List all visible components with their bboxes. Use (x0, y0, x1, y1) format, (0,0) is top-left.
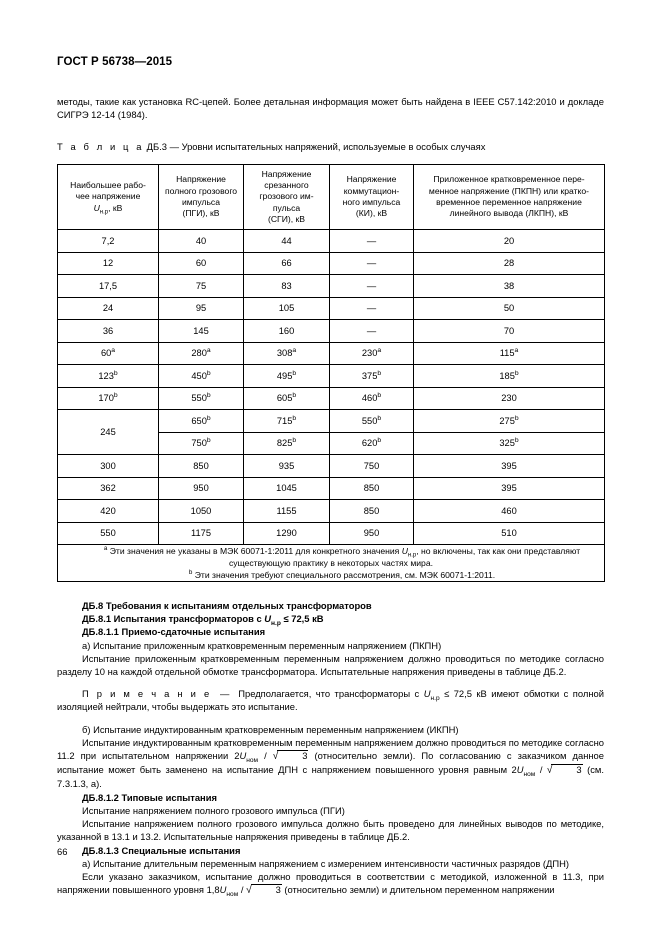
note-var: U (423, 688, 431, 700)
page-number: 66 (57, 846, 68, 857)
cell-switching-impulse: 750 (330, 455, 414, 478)
cell-applied-short-duration-ac: 325$^b$ (414, 432, 605, 455)
footnote-a-var-sub: н.р (407, 552, 417, 559)
sqrt-radicand-2: 3 (551, 764, 582, 774)
table-row (58, 387, 605, 410)
cell-chopped-lightning-impulse: 825$^b$ (244, 432, 330, 455)
cell-applied-short-duration-ac: 395 (414, 455, 605, 478)
hdr-line: срезанного (264, 179, 309, 190)
heading-db81-post: ≤ 72,5 кВ (280, 613, 324, 625)
cell-switching-impulse: 375$^b$ (330, 365, 414, 388)
cell-chopped-lightning-impulse: 935 (244, 455, 330, 478)
item-a-pkpn: a) Испытание приложенным кратковременным переменным напряжением (ПКПН) (82, 639, 442, 651)
table-caption-title: Уровни испытательных напряжений, используемые в особых случаях (181, 141, 486, 153)
hdr-var-sub: н.р (99, 209, 109, 216)
cell-full-lightning-impulse: 950 (159, 477, 244, 500)
hdr-line: чее напряжение (75, 191, 141, 202)
cell-switching-impulse: — (330, 252, 414, 275)
cell-applied-short-duration-ac: 395 (414, 477, 605, 500)
column-header-chopped-lightning-impulse (244, 165, 330, 230)
cell-switching-impulse: — (330, 275, 414, 298)
cell-chopped-lightning-impulse: 1045 (244, 477, 330, 500)
footnote-ref: b (514, 437, 519, 445)
heading-db81-pre: ДБ.8.1 Испытания трансформаторов с (82, 613, 265, 625)
cell-applied-short-duration-ac: 38 (414, 275, 605, 298)
hdr-line: импульса (181, 197, 221, 208)
hdr-units: , кВ (108, 202, 123, 213)
footnote-a-var: U (401, 546, 408, 557)
paragraph-pkpn: Испытание приложенным кратковременным переменным напряжением должно проводиться по методике согласно разделу 10 на каждой отдельной обмотке трансформатора. Испытательные напряжения приведены в таблице ДБ.2. (57, 652, 604, 678)
cell-chopped-lightning-impulse: 66 (244, 252, 330, 275)
footnote-ref: a (292, 347, 297, 355)
test-voltage-levels-table (57, 164, 605, 582)
table-row (58, 455, 605, 478)
cell-full-lightning-impulse: 280$^a$ (159, 342, 244, 365)
cell-full-lightning-impulse: 75 (159, 275, 244, 298)
paragraph-ikpn (57, 736, 604, 791)
hdr-line: (СГИ), кВ (267, 214, 306, 225)
column-header-applied-short-duration-ac (414, 165, 605, 230)
cell-full-lightning-impulse: 60 (159, 252, 244, 275)
para-ikpn-var: U (239, 750, 247, 762)
table-footnote-row (58, 545, 605, 582)
footnote-ref: b (377, 392, 382, 400)
table-row (58, 252, 605, 275)
cell-max-operating-voltage: 12 (58, 252, 159, 275)
item-a-dpn: a) Испытание длительным переменным напряжением с измерением интенсивности частичных разрядов (ДПН) (82, 857, 570, 869)
para-ikpn-var-sub: ном (246, 756, 259, 764)
table-row (58, 297, 605, 320)
cell-chopped-lightning-impulse: 308$^a$ (244, 342, 330, 365)
cell-full-lightning-impulse: 550$^b$ (159, 387, 244, 410)
item-b-ikpn: б) Испытание индуктированным кратковременным переменным напряжением (ИКПН) (82, 723, 459, 735)
table-row (58, 477, 605, 500)
hdr-line: Напряжение (346, 174, 397, 185)
cell-max-operating-voltage: 420 (58, 500, 159, 523)
sqrt-icon: √ (246, 885, 252, 897)
hdr-line: Напряжение (261, 168, 312, 179)
cell-chopped-lightning-impulse: 83 (244, 275, 330, 298)
paragraph-pgi: Испытание напряжением полного грозового импульса должно быть проведено для линейных выводов по методике, указанной в 13.1 и 13.2. Испытательные напряжения приведены в таблице ДБ.2. (57, 818, 604, 843)
cell-switching-impulse: 950 (330, 522, 414, 545)
heading-db81 (57, 612, 604, 628)
footnote-ref: b (206, 369, 211, 377)
cell-max-operating-voltage: 300 (58, 455, 159, 478)
table-header-row (58, 165, 605, 230)
footnote-b-marker: b (188, 569, 193, 577)
hdr-line: полного грозового (164, 185, 238, 196)
item-pgi: Испытание напряжением полного грозового импульса (ПГИ) (82, 804, 345, 816)
cell-max-operating-voltage: 17,5 (58, 275, 159, 298)
cell-max-operating-voltage: 7,2 (58, 230, 159, 253)
footnote-ref: b (292, 437, 297, 445)
cell-max-operating-voltage: 362 (58, 477, 159, 500)
body-sections (57, 599, 604, 897)
note-text-post: ≤ 72,5 кВ имеют обмотки с полной изоляцией нейтрали, чтобы выдержать это испытание. (57, 688, 604, 713)
cell-switching-impulse: — (330, 320, 414, 343)
cell-applied-short-duration-ac: 510 (414, 522, 605, 545)
cell-switching-impulse: 550$^b$ (330, 410, 414, 433)
cell-chopped-lightning-impulse: 44 (244, 230, 330, 253)
cell-max-operating-voltage: 245 (58, 410, 159, 455)
table-caption-label: Т а б л и ц а (57, 141, 145, 153)
heading-db811: ДБ.8.1.1 Приемо-сдаточные испытания (82, 626, 266, 638)
cell-max-operating-voltage: 123$^b$ (58, 365, 159, 388)
cell-switching-impulse: 850 (330, 500, 414, 523)
para-ikpn-text-5: (см. 7.3.1.3, a). (57, 764, 604, 790)
cell-chopped-lightning-impulse: 1155 (244, 500, 330, 523)
cell-max-operating-voltage: 550 (58, 522, 159, 545)
footnote-a (58, 545, 604, 569)
table-body (58, 230, 605, 545)
footnote-ref: b (377, 414, 382, 422)
footnote-ref: a (377, 347, 382, 355)
hdr-line: менное напряжение (ПКПН) или кратко- (428, 185, 590, 196)
footnote-ref: b (292, 369, 297, 377)
cell-switching-impulse: 620$^b$ (330, 432, 414, 455)
hdr-line: линейного вывода (ЛКПН), кВ (449, 208, 569, 219)
cell-applied-short-duration-ac: 230 (414, 387, 605, 410)
para-dpn-var-sub: ном (226, 890, 239, 898)
footnote-a-text-2: , но включены, так как они представляют существующую практику в некоторых частях мира. (228, 546, 581, 569)
footnote-a-marker: a (103, 545, 108, 553)
hdr-line: Наибольшее рабо- (70, 179, 146, 190)
footnote-ref: b (292, 414, 297, 422)
cell-chopped-lightning-impulse: 160 (244, 320, 330, 343)
cell-full-lightning-impulse: 650$^b$ (159, 410, 244, 433)
note-dash: — (219, 688, 230, 700)
footnote-ref: b (377, 437, 382, 445)
table-footnotes (58, 545, 605, 582)
heading-db8: ДБ.8 Требования к испытаниям отдельных трансформаторов (82, 600, 372, 612)
para-ikpn-slash-2: / (535, 764, 547, 776)
intro-paragraph: методы, такие как установка RC-цепей. Более детальная информация может быть найдена в IEEE C57.142:2010 и докладе СИГРЭ 12-14 (1984). (57, 95, 604, 120)
sqrt-radicand-3: 3 (251, 884, 282, 894)
hdr-line: временное переменное напряжение (436, 197, 582, 208)
para-ikpn-var-sub-2: ном (523, 771, 536, 779)
cell-chopped-lightning-impulse: 105 (244, 297, 330, 320)
sqrt-radicand: 3 (277, 750, 308, 760)
footnote-ref: b (514, 369, 519, 377)
cell-applied-short-duration-ac: 28 (414, 252, 605, 275)
heading-db81-var-sub: н.р (271, 620, 281, 628)
cell-full-lightning-impulse: 1050 (159, 500, 244, 523)
hdr-line: Напряжение (176, 174, 226, 185)
table-row (58, 320, 605, 343)
hdr-line: (КИ), кВ (355, 208, 388, 219)
footnote-ref: b (377, 369, 382, 377)
table-row (58, 500, 605, 523)
footnote-ref: a (111, 347, 116, 355)
para-dpn-text-3: (относительно земли) и длительном переменном напряжении (281, 884, 555, 896)
sqrt-icon: √ (272, 751, 279, 763)
hdr-line: (ПГИ), кВ (182, 208, 220, 219)
cell-chopped-lightning-impulse: 605$^b$ (244, 387, 330, 410)
para-dpn-slash: / (238, 884, 247, 896)
hdr-var-u: U (93, 202, 100, 213)
cell-chopped-lightning-impulse: 715$^b$ (244, 410, 330, 433)
footnote-ref: b (514, 414, 519, 422)
cell-applied-short-duration-ac: 70 (414, 320, 605, 343)
para-ikpn-slash-1: / (258, 750, 273, 762)
cell-max-operating-voltage: 36 (58, 320, 159, 343)
hdr-line: грозового им- (259, 191, 314, 202)
table-row (58, 365, 605, 388)
note-block (57, 687, 604, 713)
footnote-ref: b (206, 414, 211, 422)
cell-full-lightning-impulse: 850 (159, 455, 244, 478)
para-ikpn-var-2: U (516, 764, 524, 776)
cell-applied-short-duration-ac: 20 (414, 230, 605, 253)
table-row (58, 522, 605, 545)
column-header-switching-impulse (330, 165, 414, 230)
para-ikpn-text-1: Испытание индуктированным кратковременным переменным напряжением должно проводиться по методике согласно 11.2 при испытательном напряжении 2 (57, 736, 604, 762)
table-caption-number: ДБ.3 (146, 141, 167, 153)
note-var-sub: н.р (430, 695, 440, 703)
para-ikpn-text-3: (относительно земли). По согласованию с заказчиком данное испытание может быть заменено на испытание ДПН с напряжением повышенного уровня равным 2 (57, 750, 604, 776)
cell-max-operating-voltage: 24 (58, 297, 159, 320)
cell-switching-impulse: — (330, 297, 414, 320)
table-row (58, 230, 605, 253)
footnote-ref: b (292, 392, 297, 400)
para-dpn-text-1: Если указано заказчиком, испытание должно проводиться в соответствии с методикой, изложенной в 11.3, при напряжении повышенного уровня 1,8 (57, 870, 604, 896)
cell-applied-short-duration-ac: 185$^b$ (414, 365, 605, 388)
table-row (58, 410, 605, 433)
cell-switching-impulse: — (330, 230, 414, 253)
cell-max-operating-voltage: 60$^a$ (58, 342, 159, 365)
hdr-line: ного импульса (342, 197, 401, 208)
table-caption-dash: — (169, 141, 179, 153)
cell-full-lightning-impulse: 40 (159, 230, 244, 253)
cell-applied-short-duration-ac: 115$^a$ (414, 342, 605, 365)
cell-full-lightning-impulse: 1175 (159, 522, 244, 545)
cell-applied-short-duration-ac: 275$^b$ (414, 410, 605, 433)
cell-max-operating-voltage: 170$^b$ (58, 387, 159, 410)
hdr-line: Приложенное кратковременное пере- (433, 174, 585, 185)
table-row (58, 342, 605, 365)
cell-full-lightning-impulse: 750$^b$ (159, 432, 244, 455)
footnote-ref: b (113, 369, 118, 377)
page-content (57, 56, 604, 897)
cell-applied-short-duration-ac: 50 (414, 297, 605, 320)
cell-chopped-lightning-impulse: 495$^b$ (244, 365, 330, 388)
heading-db812: ДБ.8.1.2 Типовые испытания (82, 791, 217, 803)
cell-full-lightning-impulse: 145 (159, 320, 244, 343)
note-text-pre: Предполагается, что трансформаторы с (238, 688, 424, 700)
footnote-ref: b (206, 392, 211, 400)
column-header-max-operating-voltage (58, 165, 159, 230)
paragraph-dpn (57, 870, 604, 897)
footnote-ref: b (113, 392, 118, 400)
cell-switching-impulse: 850 (330, 477, 414, 500)
cell-chopped-lightning-impulse: 1290 (244, 522, 330, 545)
footnote-ref: a (206, 347, 211, 355)
table-header (58, 165, 605, 230)
standard-header: ГОСТ Р 56738—2015 (57, 56, 173, 68)
footnote-ref: a (514, 347, 519, 355)
cell-switching-impulse: 460$^b$ (330, 387, 414, 410)
cell-full-lightning-impulse: 450$^b$ (159, 365, 244, 388)
footnote-b (58, 569, 604, 581)
footnote-a-text-1: Эти значения не указаны в МЭК 60071-1:2011 для конкретного значения (109, 546, 402, 557)
cell-full-lightning-impulse: 95 (159, 297, 244, 320)
footnote-ref: b (206, 437, 211, 445)
table-footer (58, 545, 605, 582)
hdr-line: пульса (272, 202, 301, 213)
footnote-b-text: Эти значения требуют специального рассмотрения, см. МЭК 60071-1:2011. (194, 570, 496, 581)
hdr-line: коммутацион- (343, 185, 400, 196)
heading-db813: ДБ.8.1.3 Специальные испытания (82, 844, 241, 856)
table-row (58, 275, 605, 298)
sqrt-icon: √ (546, 765, 553, 777)
cell-applied-short-duration-ac: 460 (414, 500, 605, 523)
column-header-full-lightning-impulse (159, 165, 244, 230)
note-label: П р и м е ч а н и е (82, 688, 211, 700)
table-caption (57, 140, 604, 153)
para-dpn-var: U (219, 884, 227, 896)
heading-db81-var: U (264, 613, 272, 625)
cell-switching-impulse: 230$^a$ (330, 342, 414, 365)
